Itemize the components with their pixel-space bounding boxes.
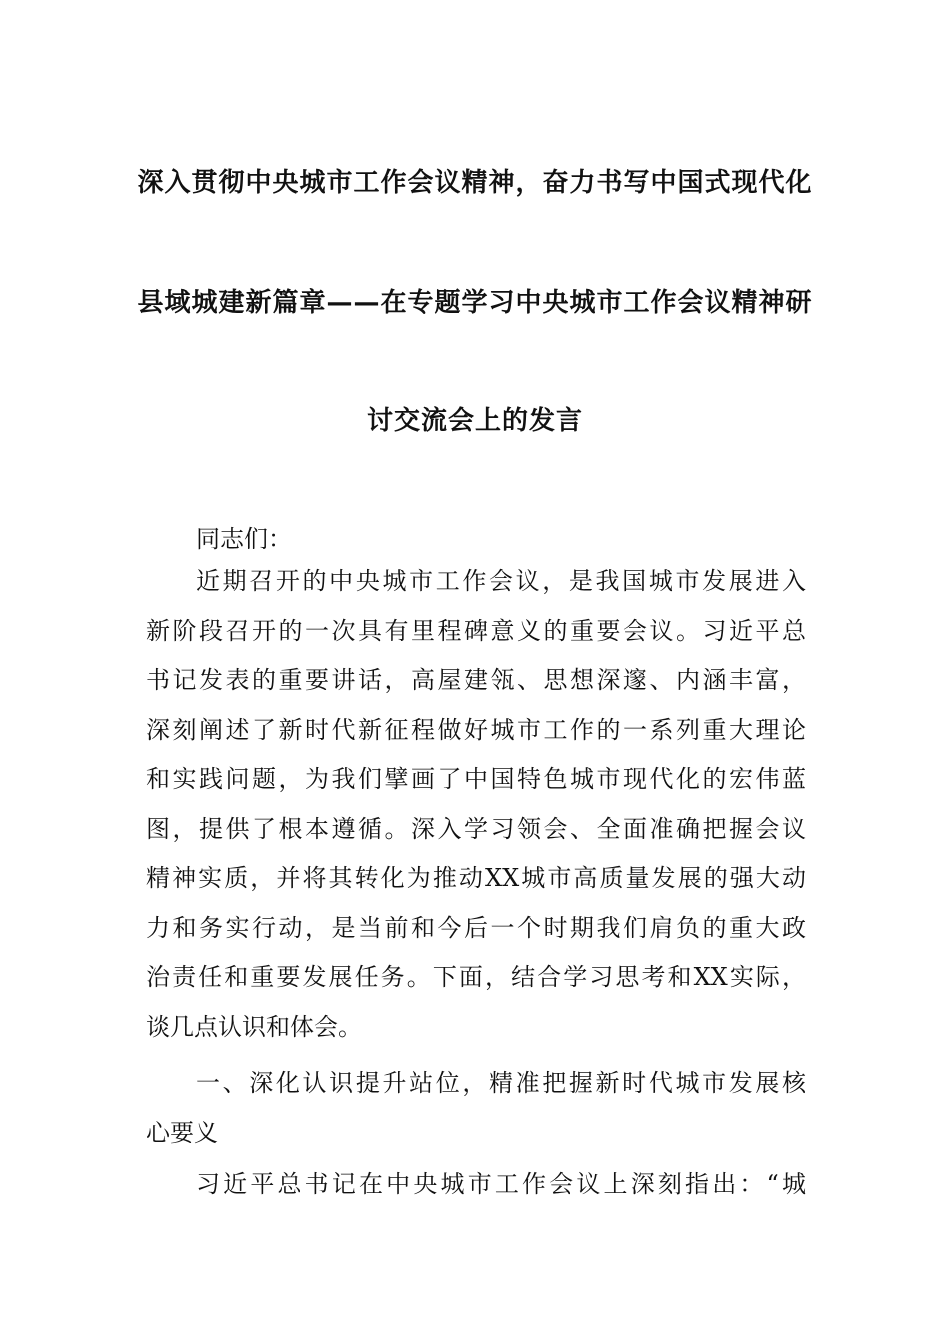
- paragraph-line: 书记发表的重要讲话，高屋建瓴、思想深邃、内涵丰富，: [146, 666, 806, 694]
- paragraph-line: 谈几点认识和体会。: [146, 1012, 362, 1041]
- paragraph-line: 治责任和重要发展任务。下面，结合学习思考和XX实际，: [146, 963, 806, 991]
- paragraph-line: 近期召开的中央城市工作会议，是我国城市发展进入: [196, 567, 806, 595]
- document-title-line-2: 县域城建新篇章——在专题学习中央城市工作会议精神研: [137, 288, 813, 318]
- document-title-line-1: 深入贯彻中央城市工作会议精神，奋力书写中国式现代化: [137, 168, 813, 198]
- paragraph-1: [146, 557, 806, 1052]
- section-heading-line: 心要义: [146, 1118, 218, 1147]
- paragraph-line: 力和务实行动，是当前和今后一个时期我们肩负的重大政: [146, 913, 806, 942]
- paragraph-line: 和实践问题，为我们擘画了中国特色城市现代化的宏伟蓝: [146, 765, 806, 793]
- section-heading-1: [146, 1059, 806, 1158]
- paragraph-2: [146, 1160, 806, 1210]
- paragraph-line: 精神实质，并将其转化为推动XX城市高质量发展的强大动: [146, 864, 806, 892]
- section-heading-line: 一、深化认识提升站位，精准把握新时代城市发展核: [196, 1069, 806, 1097]
- greeting: 同志们：: [196, 525, 292, 553]
- paragraph-line: 新阶段召开的一次具有里程碑意义的重要会议。习近平总: [146, 616, 806, 645]
- paragraph-line: 深刻阐述了新时代新征程做好城市工作的一系列重大理论: [146, 715, 806, 744]
- document-title-line-3: 讨交流会上的发言: [366, 406, 583, 436]
- paragraph-line: 图，提供了根本遵循。深入学习领会、全面准确把握会议: [146, 814, 806, 843]
- paragraph-line: 习近平总书记在中央城市工作会议上深刻指出：“城: [196, 1170, 806, 1198]
